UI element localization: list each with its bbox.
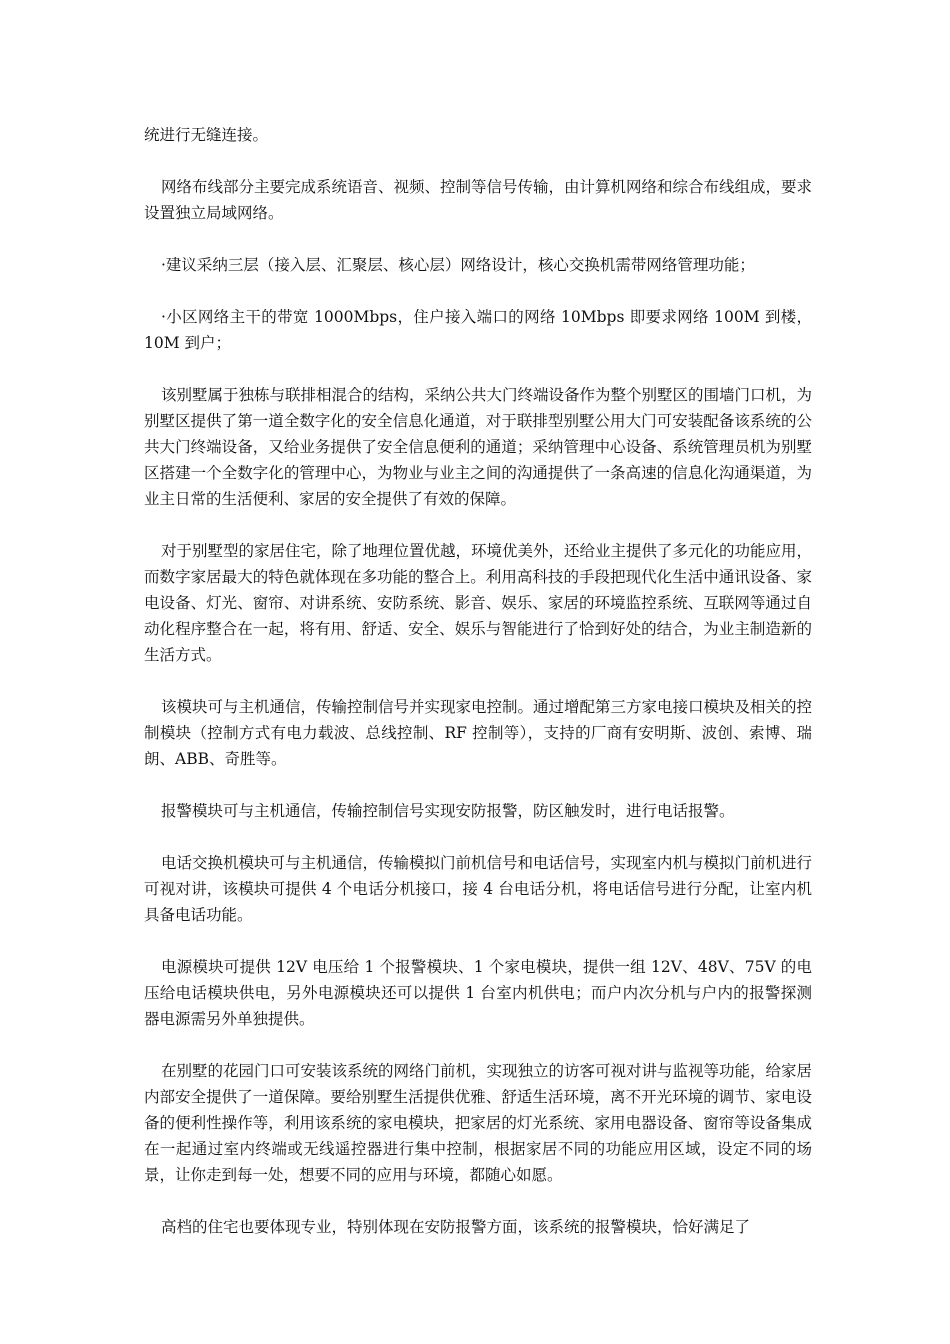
paragraph-security-alarm: 高档的住宅也要体现专业，特别体现在安防报警方面，该系统的报警模块，恰好满足了	[161, 1218, 751, 1236]
paragraph-phone-switch-module: 电话交换机模块可与主机通信，传输模拟门前机信号和电话信号，实现室内机与模拟门前机进行可视对讲，该模块可提供 4 个电话分机接口，接 4 台电话分机，将电话信号进行分配，让室内机具备电话功能。	[144, 854, 813, 924]
paragraph-garden-door: 在别墅的花园门口可安装该系统的网络门前机，实现独立的访客可视对讲与监视等功能，给家居内部安全提供了一道保障。要给别墅生活提供优雅、舒适生活环境，离不开光环境的调节、家电设备的便利性操作等，利用该系统的家电模块，把家居的灯光系统、家用电器设备、窗帘等设备集成在一起通过室内终端或无线遥控器进行集中控制，根据家居不同的功能应用区域，设定不同的场景，让你走到每一处，想要不同的应用与环境，都随心如愿。	[144, 1062, 813, 1184]
paragraph-bandwidth: ·小区网络主干的带宽 1000Mbps，住户接入端口的网络 10Mbps 即要求网络 100M 到楼，10M 到户；	[144, 308, 812, 352]
paragraph-appliance-module: 该模块可与主机通信，传输控制信号并实现家电控制。通过增配第三方家电接口模块及相关的控制模块（控制方式有电力载波、总线控制、RF 控制等），支持的厂商有安明斯、波创、索博、瑞朗、ABB、奇胜等。	[144, 698, 813, 768]
paragraph-power-module: 电源模块可提供 12V 电压给 1 个报警模块、1 个家电模块，提供一组 12V、48V、75V 的电压给电话模块供电，另外电源模块还可以提供 1 台室内机供电；而户内次分机与户内的报警探测器电源需另外单独提供。	[144, 958, 812, 1028]
paragraph-three-layer-network: ·建议采纳三层（接入层、汇聚层、核心层）网络设计，核心交换机需带网络管理功能；	[161, 256, 755, 274]
paragraph-villa-structure: 该别墅属于独栋与联排相混合的结构，采纳公共大门终端设备作为整个别墅区的围墙门口机，为别墅区提供了第一道全数字化的安全信息化通道，对于联排型别墅公用大门可安装配备该系统的公共大门终端设备，又给业务提供了安全信息便利的通道；采纳管理中心设备、系统管理员机为别墅区搭建一个全数字化的管理中心，为物业与业主之间的沟通提供了一条高速的信息化沟通渠道，为业主日常的生活便利、家居的安全提供了有效的保障。	[144, 386, 813, 508]
paragraph-villa-residence: 对于别墅型的家居住宅，除了地理位置优越，环境优美外，还给业主提供了多元化的功能应用，而数字家居最大的特色就体现在多功能的整合上。利用高科技的手段把现代化生活中通讯设备、家电设备、灯光、窗帘、对讲系统、安防系统、影音、娱乐、家居的环境监控系统、互联网等通过自动化程序整合在一起，将有用、舒适、安全、娱乐与智能进行了恰到好处的结合，为业主制造新的生活方式。	[144, 542, 813, 664]
paragraph-network-cabling: 网络布线部分主要完成系统语音、视频、控制等信号传输，由计算机网络和综合布线组成，要求设置独立局域网络。	[144, 178, 813, 222]
document-body	[144, 122, 812, 1266]
paragraph-alarm-module: 报警模块可与主机通信，传输控制信号实现安防报警，防区触发时，进行电话报警。	[161, 802, 735, 820]
paragraph-continuation: 统进行无缝连接。	[144, 126, 269, 144]
